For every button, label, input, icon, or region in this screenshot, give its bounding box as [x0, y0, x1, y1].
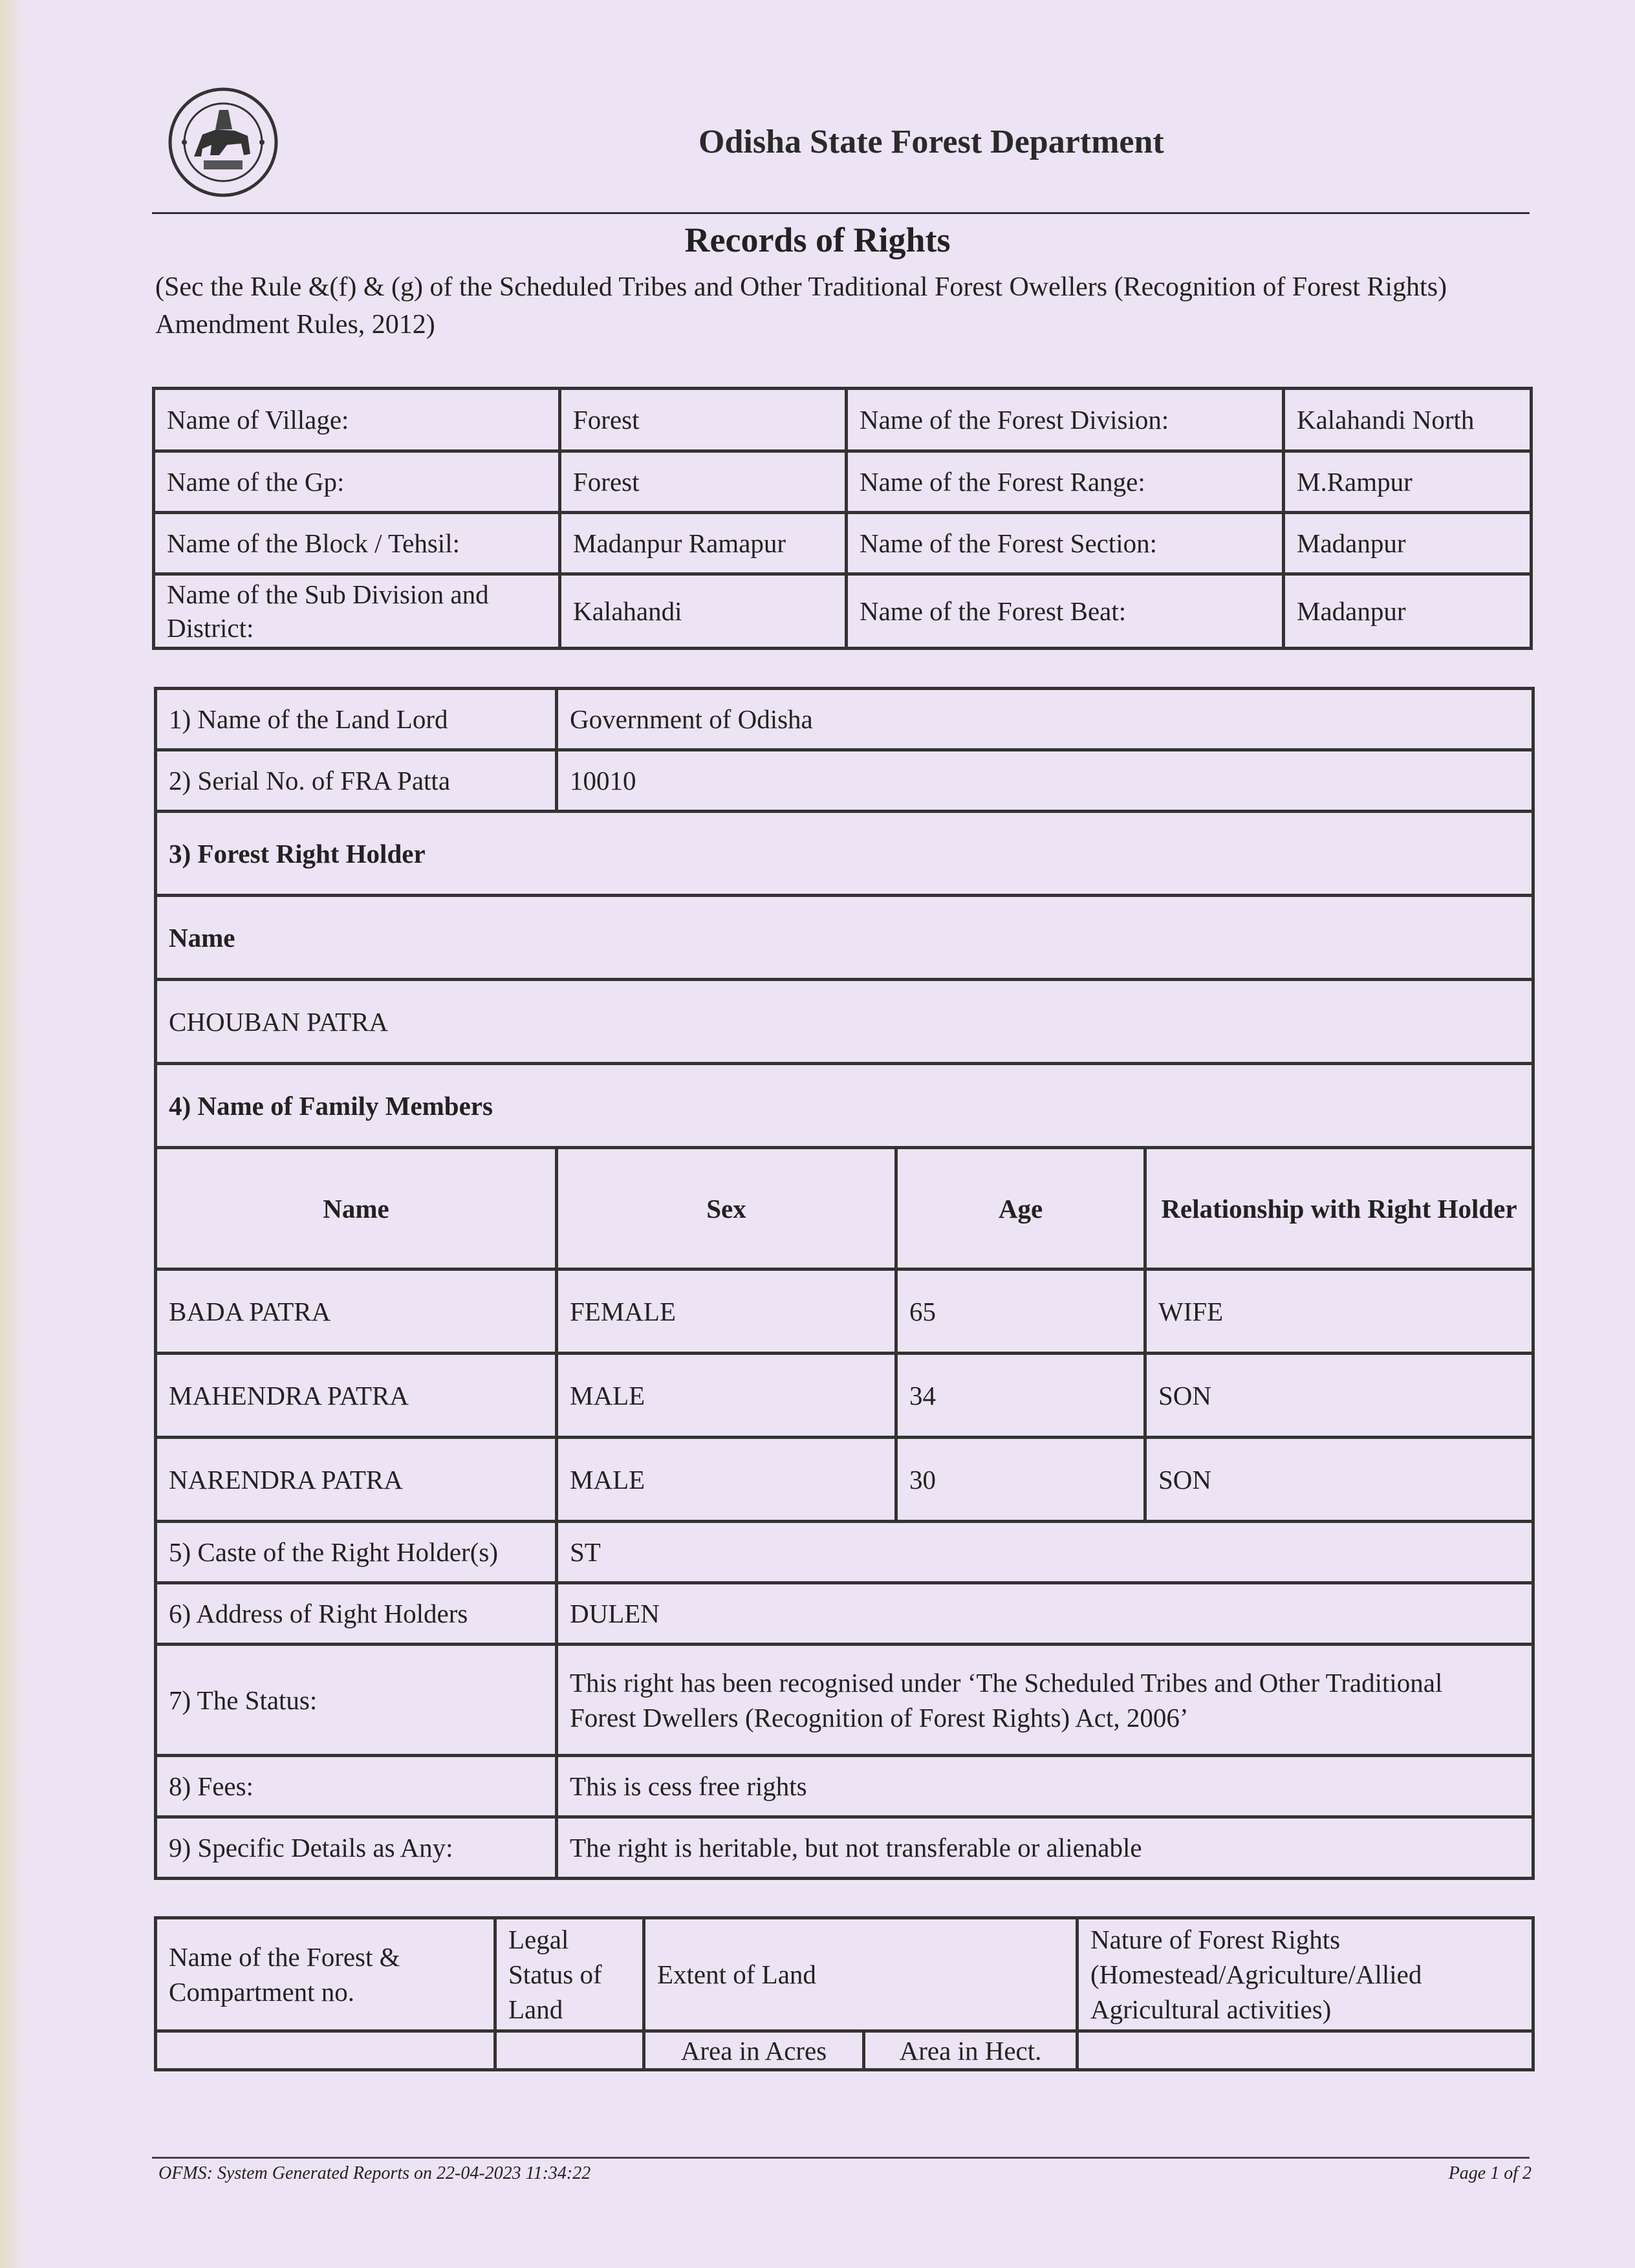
- beat-label: Name of the Forest Beat:: [847, 574, 1284, 649]
- landlord-value: Government of Odisha: [557, 689, 1533, 750]
- land-table: [154, 1916, 1535, 2071]
- extent-header: Extent of Land: [644, 1918, 1077, 2031]
- rights-record-table: [154, 687, 1535, 1880]
- division-label: Name of the Forest Division:: [847, 389, 1284, 451]
- page-header: [152, 78, 1530, 213]
- subdivision-value: Kalahandi: [560, 574, 847, 649]
- block-value: Madanpur Ramapur: [560, 513, 847, 574]
- legal-status-cell: [495, 2031, 644, 2070]
- member-age: 34: [896, 1354, 1145, 1438]
- gp-label: Name of the Gp:: [154, 451, 560, 513]
- family-header-sex: Sex: [557, 1148, 896, 1269]
- report-generated-note: OFMS: System Generated Reports on 22-04-2023 11:34:22: [158, 2163, 591, 2183]
- member-age: 65: [896, 1269, 1145, 1354]
- holder-name: CHOUBAN PATRA: [156, 980, 1533, 1064]
- beat-value: Madanpur: [1284, 574, 1532, 649]
- details-value: The right is heritable, but not transferable or alienable: [557, 1817, 1533, 1879]
- gp-value: Forest: [560, 451, 847, 513]
- status-line-2: Forest Dwellers (Recognition of Forest Rights) Act, 2006’: [570, 1702, 1189, 1733]
- department-title: Odisha State Forest Department: [698, 124, 1164, 160]
- status-value: [557, 1645, 1533, 1756]
- table-row: [156, 1354, 1533, 1438]
- member-relation: WIFE: [1145, 1269, 1533, 1354]
- member-name: NARENDRA PATRA: [156, 1438, 557, 1522]
- table-row: [156, 1438, 1533, 1522]
- block-label: Name of the Block / Tehsil:: [154, 513, 560, 574]
- holder-heading: 3) Forest Right Holder: [156, 812, 1533, 896]
- village-label: Name of Village:: [154, 389, 560, 451]
- serial-label: 2) Serial No. of FRA Patta: [156, 750, 557, 812]
- footer-rule: [152, 2157, 1530, 2159]
- area-acres-header: Area in Acres: [644, 2031, 864, 2070]
- holder-name-label: Name: [156, 896, 1533, 980]
- caste-label: 5) Caste of the Right Holder(s): [156, 1522, 557, 1583]
- address-value: DULEN: [557, 1583, 1533, 1645]
- family-heading: 4) Name of Family Members: [156, 1064, 1533, 1148]
- location-table: [152, 387, 1533, 650]
- odisha-state-emblem-icon: [165, 84, 281, 200]
- member-relation: SON: [1145, 1438, 1533, 1522]
- document-subtitle: (Sec the Rule &(f) & (g) of the Scheduled Tribes and Other Traditional Forest Owellers (Recognition of Forest Rights) Amendment Rules, 2012): [155, 272, 1447, 340]
- nature-rights-cell: [1077, 2031, 1533, 2070]
- subdivision-label: Name of the Sub Division and District:: [154, 574, 560, 649]
- forest-compartment-header: Name of the Forest & Compartment no.: [156, 1918, 495, 2031]
- member-sex: MALE: [557, 1438, 896, 1522]
- village-value: Forest: [560, 389, 847, 451]
- family-header-age: Age: [896, 1148, 1145, 1269]
- member-relation: SON: [1145, 1354, 1533, 1438]
- page-number: Page 1 of 2: [1448, 2163, 1532, 2183]
- fees-label: 8) Fees:: [156, 1756, 557, 1817]
- paper-edge: [0, 0, 26, 2268]
- serial-value: 10010: [557, 750, 1533, 812]
- legal-status-header: Legal Status of Land: [495, 1918, 644, 2031]
- range-label: Name of the Forest Range:: [847, 451, 1284, 513]
- member-sex: MALE: [557, 1354, 896, 1438]
- status-label: 7) The Status:: [156, 1645, 557, 1756]
- table-row: [156, 1269, 1533, 1354]
- address-label: 6) Address of Right Holders: [156, 1583, 557, 1645]
- details-label: 9) Specific Details as Any:: [156, 1817, 557, 1879]
- status-line-1: This right has been recognised under ‘The Scheduled Tribes and Other Traditional: [570, 1667, 1443, 1698]
- family-header-relation: Relationship with Right Holder: [1145, 1148, 1533, 1269]
- caste-value: ST: [557, 1522, 1533, 1583]
- range-value: M.Rampur: [1284, 451, 1532, 513]
- family-header-name: Name: [156, 1148, 557, 1269]
- area-hect-header: Area in Hect.: [864, 2031, 1077, 2070]
- nature-rights-header: Nature of Forest Rights (Homestead/Agriculture/Allied Agricultural activities): [1077, 1918, 1533, 2031]
- forest-compartment-cell: [156, 2031, 495, 2070]
- member-name: MAHENDRA PATRA: [156, 1354, 557, 1438]
- landlord-label: 1) Name of the Land Lord: [156, 689, 557, 750]
- member-name: BADA PATRA: [156, 1269, 557, 1354]
- section-value: Madanpur: [1284, 513, 1532, 574]
- header-rule: [152, 212, 1530, 214]
- fees-value: This is cess free rights: [557, 1756, 1533, 1817]
- division-value: Kalahandi North: [1284, 389, 1532, 451]
- section-label: Name of the Forest Section:: [847, 513, 1284, 574]
- member-sex: FEMALE: [557, 1269, 896, 1354]
- member-age: 30: [896, 1438, 1145, 1522]
- document-title: Records of Rights: [684, 221, 951, 259]
